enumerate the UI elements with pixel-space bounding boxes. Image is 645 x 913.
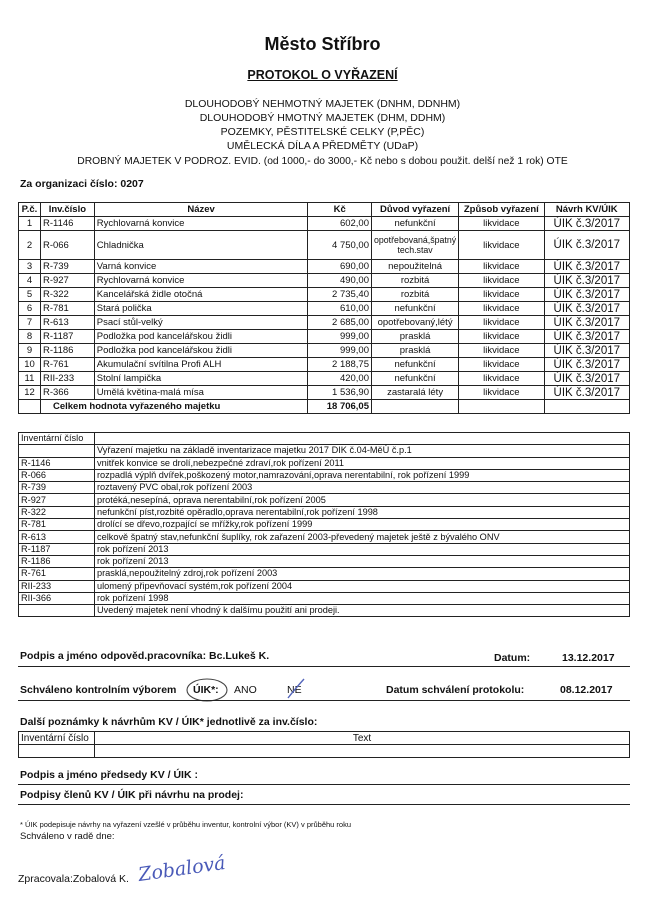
prepared-by: Zpracovala:Zobalová K. (18, 873, 129, 885)
cell-no: 11 (19, 372, 41, 386)
notes-text: drolící se dřevo,rozpající se mřížky,rok pořízení 1999 (95, 519, 630, 531)
col-header: Důvod vyřazení (372, 203, 459, 217)
notes-intro-row (19, 445, 630, 457)
notes-inv: R-1186 (19, 555, 95, 567)
remarks-col-inv: Inventární číslo (19, 732, 95, 745)
cell-no: 8 (19, 330, 41, 344)
notes-inv: R-613 (19, 531, 95, 543)
col-header: Způsob vyřazení (459, 203, 544, 217)
notes-row (19, 592, 630, 604)
cell-method: likvidace (459, 372, 544, 386)
cell-reason: zastaralá léty (372, 386, 459, 400)
protocol-date-label: Datum schválení protokolu: (386, 684, 525, 696)
cell-inv: R-739 (40, 260, 94, 274)
table-row (19, 344, 630, 358)
cell-inv: R-781 (40, 302, 94, 316)
cell-proposal: ÚIK č.3/2017 (544, 302, 629, 316)
notes-row (19, 543, 630, 555)
remarks-table (18, 731, 630, 758)
col-header: Název (94, 203, 308, 217)
cell-name: Varná konvice (94, 260, 308, 274)
notes-text: rok pořízení 2013 (95, 555, 630, 567)
members-label: Podpisy členů KV / ÚIK při návrhu na prodej: (20, 789, 244, 801)
handwritten-signature: Zobalová (136, 852, 227, 886)
signer-underline (18, 666, 630, 667)
table-row (19, 386, 630, 400)
notes-footer-row (19, 605, 630, 617)
total-label: Celkem hodnota vyřazeného majetku (40, 400, 307, 414)
remarks-empty-row (19, 745, 630, 758)
notes-text: roztavený PVC obal,rok pořízení 2003 (95, 482, 630, 494)
table-row (19, 231, 630, 260)
cell-proposal: ÚIK č.3/2017 (544, 316, 629, 330)
col-header: Inv.číslo (40, 203, 94, 217)
notes-inv: R-1187 (19, 543, 95, 555)
notes-footer: Uvedený majetek není vhodný k dalšímu použití ani prodeji. (95, 605, 630, 617)
strike-mark (285, 677, 307, 701)
cell-inv: R-066 (40, 231, 94, 260)
cell-name: Stolní lampička (94, 372, 308, 386)
table-row (19, 260, 630, 274)
notes-table (18, 432, 630, 617)
assets-table (18, 202, 630, 414)
cell-amount: 2 188,75 (308, 358, 372, 372)
cell-proposal: ÚIK č.3/2017 (544, 288, 629, 302)
col-header: P.č. (19, 203, 41, 217)
yes-option: ANO (234, 684, 257, 696)
notes-text: rok pořízení 1998 (95, 592, 630, 604)
category-line: POZEMKY, PĚSTITELSKÉ CELKY (P,PĚC) (220, 126, 425, 138)
cell-reason: prasklá (372, 330, 459, 344)
cell-reason: nefunkční (372, 372, 459, 386)
notes-header: Inventární číslo (19, 433, 95, 445)
notes-inv: R-322 (19, 506, 95, 518)
cell-method: likvidace (459, 288, 544, 302)
cell-reason: nefunkční (372, 217, 459, 231)
cell-amount: 4 750,00 (308, 231, 372, 260)
table-row (19, 217, 630, 231)
cell-name: Podložka pod kancelářskou židli (94, 344, 308, 358)
cell-reason: opotřebovaná,špatný tech.stav (372, 231, 459, 260)
cell-proposal: ÚIK č.3/2017 (544, 330, 629, 344)
notes-text: rozpadlá výplň dvířek,poškozený motor,namrazování,oprava nerentabilní, rok pořízení 1999 (95, 469, 630, 481)
cell-method: likvidace (459, 217, 544, 231)
cell-amount: 690,00 (308, 260, 372, 274)
cell-reason: prasklá (372, 344, 459, 358)
table-header-row (19, 203, 630, 217)
members-underline (18, 804, 630, 805)
notes-row (19, 555, 630, 567)
cell-amount: 1 536,90 (308, 386, 372, 400)
cell-reason: nepoužitelná (372, 260, 459, 274)
notes-text: celkově špatný stav,nefunkční šuplíky, rok zařazení 2003-převedený majetek ještě z bývalého ONV (95, 531, 630, 543)
notes-text: prasklá,nepoužitelný zdroj,rok pořízení 2003 (95, 568, 630, 580)
cell-proposal: ÚIK č.3/2017 (544, 372, 629, 386)
cell-name: Chladnička (94, 231, 308, 260)
cell-method: likvidace (459, 231, 544, 260)
notes-row (19, 494, 630, 506)
committee-uik: ÚIK*: (193, 684, 219, 696)
cell-inv: RII-233 (40, 372, 94, 386)
cell-inv: R-927 (40, 274, 94, 288)
total-row (19, 400, 630, 414)
notes-header-row (19, 433, 630, 445)
table-row (19, 358, 630, 372)
cell-proposal: ÚIK č.3/2017 (544, 344, 629, 358)
cell-no: 10 (19, 358, 41, 372)
cell-inv: R-761 (40, 358, 94, 372)
cell-amount: 420,00 (308, 372, 372, 386)
category-line: DLOUHODOBÝ NEHMOTNÝ MAJETEK (DNHM, DDNHM) (184, 98, 461, 110)
cell-name: Rychlovarná konvice (94, 274, 308, 288)
cell-inv: R-366 (40, 386, 94, 400)
cell-no: 4 (19, 274, 41, 288)
notes-inv: R-927 (19, 494, 95, 506)
cell-no: 6 (19, 302, 41, 316)
cell-no: 2 (19, 231, 41, 260)
table-row (19, 302, 630, 316)
category-line: UMĚLECKÁ DÍLA A PŘEDMĚTY (UDaP) (226, 140, 419, 152)
cell-method: likvidace (459, 344, 544, 358)
cell-amount: 602,00 (308, 217, 372, 231)
notes-row (19, 506, 630, 518)
cell-inv: R-322 (40, 288, 94, 302)
cell-name: Akumulační svítilna Profi ALH (94, 358, 308, 372)
chair-underline (18, 784, 630, 785)
cell-proposal: ÚIK č.3/2017 (544, 358, 629, 372)
committee-underline (18, 700, 630, 701)
table-row (19, 316, 630, 330)
notes-row (19, 482, 630, 494)
cell-name: Stará polička (94, 302, 308, 316)
cell-amount: 490,00 (308, 274, 372, 288)
col-header: Kč (308, 203, 372, 217)
notes-inv: R-739 (19, 482, 95, 494)
notes-inv: RII-233 (19, 580, 95, 592)
cell-inv: R-613 (40, 316, 94, 330)
cell-amount: 2 735,40 (308, 288, 372, 302)
cell-proposal: ÚIK č.3/2017 (544, 217, 629, 231)
cell-amount: 2 685,00 (308, 316, 372, 330)
date-value: 13.12.2017 (562, 652, 615, 664)
col-header: Návrh KV/ÚIK (544, 203, 629, 217)
cell-method: likvidace (459, 274, 544, 288)
cell-proposal: ÚIK č.3/2017 (544, 231, 629, 260)
cell-name: Umělá květina-malá mísa (94, 386, 308, 400)
notes-row (19, 531, 630, 543)
notes-row (19, 580, 630, 592)
cell-no: 12 (19, 386, 41, 400)
cell-reason: nefunkční (372, 358, 459, 372)
notes-row (19, 469, 630, 481)
notes-inv: R-761 (19, 568, 95, 580)
cell-no: 7 (19, 316, 41, 330)
page-title: Město Stříbro (264, 34, 381, 54)
notes-row (19, 457, 630, 469)
cell-amount: 999,00 (308, 344, 372, 358)
category-line: DROBNÝ MAJETEK V PODROZ. EVID. (od 1000,- do 3000,- Kč nebo s dobou použit. delší než 1 rok) OTE (77, 156, 568, 167)
cell-method: likvidace (459, 302, 544, 316)
cell-inv: R-1187 (40, 330, 94, 344)
remarks-header-row (19, 732, 630, 745)
cell-no: 1 (19, 217, 41, 231)
org-number: Za organizaci číslo: 0207 (20, 178, 144, 190)
cell-method: likvidace (459, 386, 544, 400)
notes-inv: R-066 (19, 469, 95, 481)
table-row (19, 288, 630, 302)
cell-proposal: ÚIK č.3/2017 (544, 274, 629, 288)
cell-proposal: ÚIK č.3/2017 (544, 386, 629, 400)
protocol-title: PROTOKOL O VYŘAZENÍ (247, 68, 398, 82)
notes-inv: R-781 (19, 519, 95, 531)
cell-no: 5 (19, 288, 41, 302)
cell-name: Psací stůl-velký (94, 316, 308, 330)
notes-row (19, 519, 630, 531)
cell-reason: opotřebovaný,létý (372, 316, 459, 330)
notes-row (19, 568, 630, 580)
cell-inv: R-1146 (40, 217, 94, 231)
cell-no: 9 (19, 344, 41, 358)
notes-text: nefunkční píst,rozbité opěradlo,oprava nerentabilní,rok pořízení 1998 (95, 506, 630, 518)
signer-label: Podpis a jméno odpověd.pracovníka: Bc.Lukeš K. (20, 650, 270, 662)
committee-label: Schváleno kontrolním výborem (20, 684, 177, 696)
table-row (19, 372, 630, 386)
notes-inv: RII-366 (19, 592, 95, 604)
cell-method: likvidace (459, 260, 544, 274)
footnote: * ÚIK podepisuje návrhy na vyřazení vzešlé v průběhu inventur, kontrolní výbor (KV) v průběhu roku (20, 820, 352, 829)
notes-text: rok pořízení 2013 (95, 543, 630, 555)
notes-text: vnitřek konvice se drolí,nebezpečné zdraví,rok pořízení 2011 (95, 457, 630, 469)
cell-amount: 610,00 (308, 302, 372, 316)
category-line: DLOUHODOBÝ HMOTNÝ MAJETEK (DHM, DDHM) (199, 112, 446, 124)
cell-method: likvidace (459, 358, 544, 372)
notes-intro: Vyřazení majetku na základě inventarizace majetku 2017 DIK č.04-MěÚ č.p.1 (95, 445, 630, 457)
cell-proposal: ÚIK č.3/2017 (544, 260, 629, 274)
cell-method: likvidace (459, 330, 544, 344)
cell-name: Rychlovarná konvice (94, 217, 308, 231)
cell-amount: 999,00 (308, 330, 372, 344)
cell-inv: R-1186 (40, 344, 94, 358)
total-value: 18 706,05 (308, 400, 372, 414)
protocol-date-value: 08.12.2017 (560, 684, 613, 696)
cell-name: Kancelářská židle otočná (94, 288, 308, 302)
approved-in-label: Schváleno v radě dne: (20, 831, 115, 842)
cell-reason: rozbitá (372, 288, 459, 302)
cell-name: Podložka pod kancelářskou židli (94, 330, 308, 344)
chair-label: Podpis a jméno předsedy KV / ÚIK : (20, 769, 198, 781)
cell-method: likvidace (459, 316, 544, 330)
cell-reason: rozbitá (372, 274, 459, 288)
remarks-label: Další poznámky k návrhům KV / ÚIK* jednotlivě za inv.číslo: (20, 716, 318, 728)
no-option: NE (287, 684, 302, 696)
cell-reason: nefunkční (372, 302, 459, 316)
date-label: Datum: (494, 652, 531, 664)
notes-inv: R-1146 (19, 457, 95, 469)
notes-text: protéká,nesepíná, oprava nerentabilní,rok pořízení 2005 (95, 494, 630, 506)
remarks-col-text: Text (95, 732, 630, 745)
cell-no: 3 (19, 260, 41, 274)
table-row (19, 330, 630, 344)
notes-text: ulomený připevňovací systém,rok pořízení 2004 (95, 580, 630, 592)
table-row (19, 274, 630, 288)
